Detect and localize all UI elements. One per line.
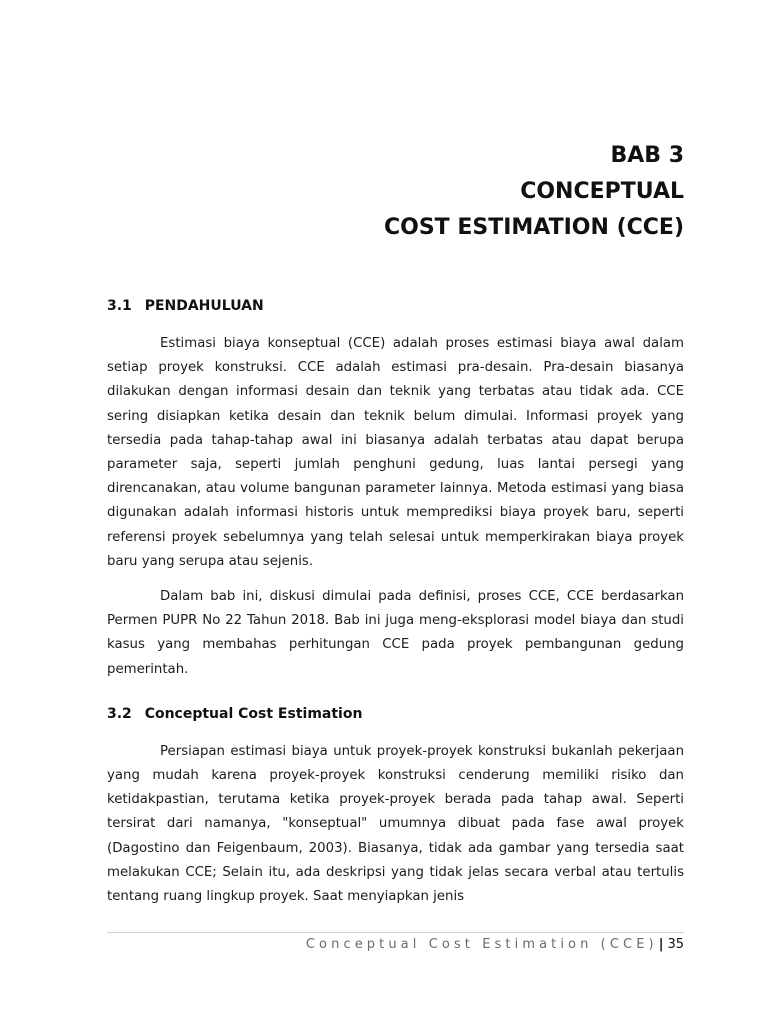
running-title: Conceptual Cost Estimation (CCE)	[305, 937, 658, 952]
footer-divider	[107, 932, 684, 933]
section-heading-pendahuluan	[107, 294, 684, 318]
paragraph: Persiapan estimasi biaya untuk proyek-proyek konstruksi bukanlah pekerjaan yang mudah karena proyek-proyek konstruksi cenderung memiliki risiko dan ketidakpastian, terutama ketika proyek-proyek berada pada tahap awal. Seperti tersirat dari namanya, "konseptual" umumnya dibuat pada fase awal proyek (Dagostino dan Feigenbaum, 2003). Biasanya, tidak ada gambar yang tersedia saat melakukan CCE; Selain itu, ada deskripsi yang tidak jelas secara verbal atau tertulis tentang ruang lingkup proyek. Saat menyiapkan jenis	[107, 743, 684, 905]
chapter-title-line-1: CONCEPTUAL	[520, 179, 684, 204]
page-body	[107, 294, 684, 909]
footer-separator: |	[658, 937, 664, 952]
page-footer	[306, 935, 684, 955]
section-title: PENDAHULUAN	[144, 298, 264, 314]
paragraph: Dalam bab ini, diskusi dimulai pada definisi, proses CCE, CCE berdasarkan Permen PUPR No 22 Tahun 2018. Bab ini juga meng-eksplorasi model biaya dan studi kasus yang membahas perhitungan CCE pada proyek pembangunan gedung pemerintah.	[107, 589, 684, 677]
paragraph: Estimasi biaya konseptual (CCE) adalah proses estimasi biaya awal dalam setiap proyek konstruksi. CCE adalah estimasi pra-desain. Pra-desain biasanya dilakukan dengan informasi desain dan teknik yang terbatas atau tidak ada. CCE sering disiapkan ketika desain dan teknik belum dimulai. Informasi proyek yang tersedia pada tahap-tahap awal ini biasanya adalah terbatas atau dapat berupa parameter saja, seperti jumlah penghuni gedung, luas lantai persegi yang direncanakan, atau volume bangunan parameter lainnya. Metoda estimasi yang biasa digunakan adalah informasi historis untuk memprediksi biaya proyek baru, seperti referensi proyek sebelumnya yang telah selesai untuk memperkirakan biaya proyek baru yang serupa atau sejenis.	[107, 336, 684, 569]
section-heading-conceptual-cost-estimation	[107, 702, 684, 726]
chapter-heading	[384, 138, 684, 246]
section-title: Conceptual Cost Estimation	[144, 705, 363, 722]
page-number: 35	[667, 937, 684, 952]
chapter-number: BAB 3	[610, 143, 684, 168]
section-number: 3.1	[107, 298, 132, 314]
chapter-title-line-2: COST ESTIMATION (CCE)	[383, 215, 684, 240]
section-number: 3.2	[107, 705, 132, 722]
